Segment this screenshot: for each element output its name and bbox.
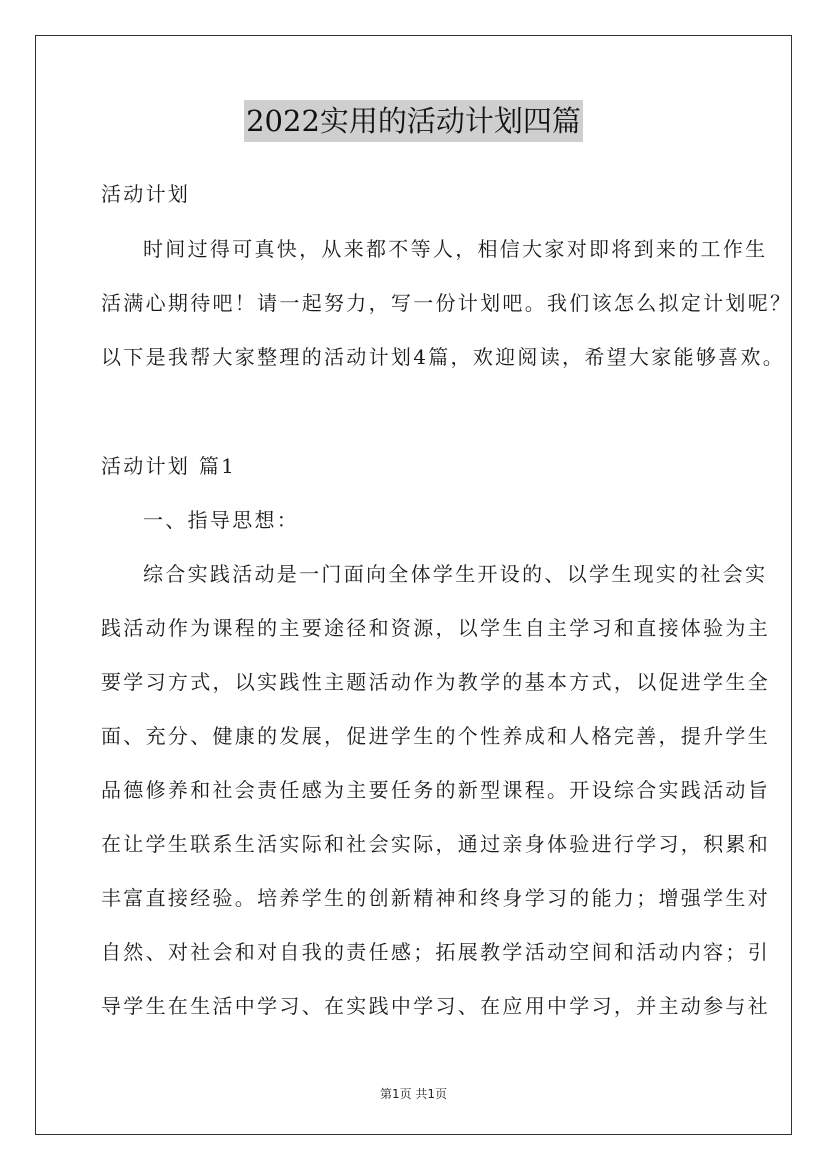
body-line: 丰富直接经验。培养学生的创新精神和终身学习的能力；增强学生对 — [101, 886, 770, 910]
article-heading: 活动计划 篇1 — [101, 454, 237, 478]
sub-heading: 一、指导思想： — [143, 508, 300, 532]
body-line: 自然、对社会和对自我的责任感；拓展教学活动空间和活动内容；引 — [101, 940, 770, 964]
body-line: 要学习方式，以实践性主题活动作为教学的基本方式，以促进学生全 — [101, 670, 770, 694]
intro-line: 时间过得可真快，从来都不等人，相信大家对即将到来的工作生 — [143, 237, 768, 261]
body-line: 践活动作为课程的主要途径和资源，以学生自主学习和直接体验为主 — [101, 616, 770, 640]
document-title: 2022实用的活动计划四篇 — [244, 100, 583, 142]
intro-line: 以下是我帮大家整理的活动计划4篇，欢迎阅读，希望大家能够喜欢。 — [101, 345, 786, 369]
body-line: 面、充分、健康的发展，促进学生的个性养成和人格完善，提升学生 — [101, 724, 770, 748]
body-line: 导学生在生活中学习、在实践中学习、在应用中学习，并主动参与社 — [101, 994, 770, 1018]
body-line: 综合实践活动是一门面向全体学生开设的、以学生现实的社会实 — [143, 562, 768, 586]
title-container — [0, 100, 827, 142]
body-line: 在让学生联系生活实际和社会实际，通过亲身体验进行学习，积累和 — [101, 832, 770, 856]
intro-line: 活满心期待吧！请一起努力，写一份计划吧。我们该怎么拟定计划呢？ — [101, 291, 793, 315]
section-label: 活动计划 — [101, 182, 191, 206]
page-number: 第1页 共1页 — [379, 1087, 448, 1101]
body-line: 品德修养和社会责任感为主要任务的新型课程。开设综合实践活动旨 — [101, 778, 770, 802]
